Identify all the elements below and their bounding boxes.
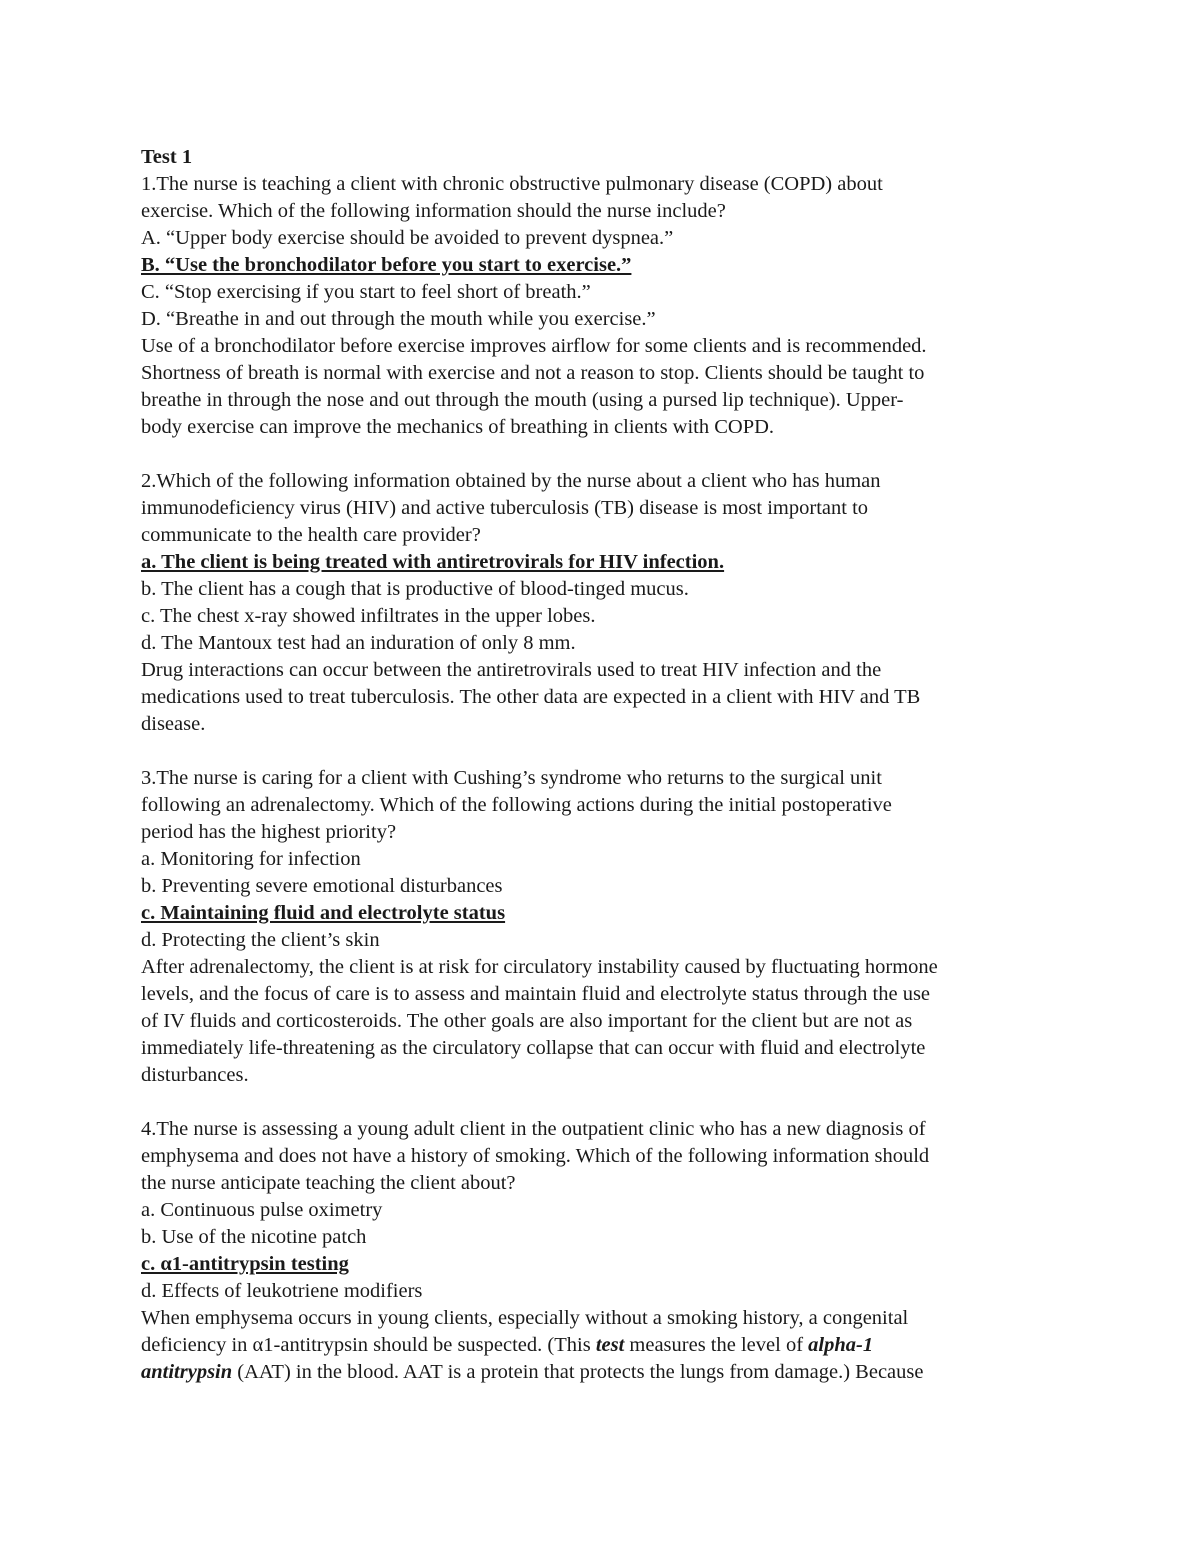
q3-stem-line: following an adrenalectomy. Which of the following actions during the initial postoperative [141,794,892,816]
q4-option-c-correct: c. α1-antitrypsin testing [141,1253,349,1275]
paragraph-gap [141,738,1071,765]
q1-stem-line: 1.The nurse is teaching a client with chronic obstructive pulmonary disease (COPD) about [141,173,883,195]
q1-stem-line: exercise. Which of the following information should the nurse include? [141,200,726,222]
q1-rationale-line: body exercise can improve the mechanics of breathing in clients with COPD. [141,416,775,438]
q3-stem-line: 3.The nurse is caring for a client with Cushing’s syndrome who returns to the surgical unit [141,767,882,789]
q3-rationale-line: levels, and the focus of care is to assess and maintain fluid and electrolyte status through the use [141,983,931,1005]
emphasis-test: test [595,1334,625,1356]
q4-option-d: d. Effects of leukotriene modifiers [141,1280,423,1302]
q2-option-c: c. The chest x-ray showed infiltrates in the upper lobes. [141,605,596,627]
q1-rationale-line: Use of a bronchodilator before exercise improves airflow for some clients and is recommended. [141,335,927,357]
q3-stem-line: period has the highest priority? [141,821,397,843]
q4-stem-line: 4.The nurse is assessing a young adult client in the outpatient clinic who has a new diagnosis of [141,1118,926,1140]
q2-rationale-line: Drug interactions can occur between the antiretrovirals used to treat HIV infection and the [141,659,882,681]
q3-rationale-line: of IV fluids and corticosteroids. The other goals are also important for the client but are not as [141,1010,913,1032]
q4-option-b: b. Use of the nicotine patch [141,1226,367,1248]
q3-option-d: d. Protecting the client’s skin [141,929,380,951]
q4-rationale-line [141,1359,1071,1386]
paragraph-gap [141,1089,1071,1116]
q1-option-d: D. “Breathe in and out through the mouth while you exercise.” [141,308,656,330]
rationale-text: (AAT) in the blood. AAT is a protein that protects the lungs from damage.) Because [232,1361,924,1383]
q1-rationale-line: Shortness of breath is normal with exercise and not a reason to stop. Clients should be taught to [141,362,925,384]
emphasis-antitrypsin: antitrypsin [141,1361,233,1383]
paragraph-gap [141,441,1071,468]
document-page [141,144,1071,1386]
rationale-text: measures the level of [624,1334,809,1356]
q1-option-c: C. “Stop exercising if you start to feel short of breath.” [141,281,591,303]
q2-option-d: d. The Mantoux test had an induration of only 8 mm. [141,632,576,654]
q1-rationale-line: breathe in through the nose and out through the mouth (using a pursed lip technique). Upper- [141,389,904,411]
q2-stem-line: immunodeficiency virus (HIV) and active tuberculosis (TB) disease is most important to [141,497,869,519]
q2-stem-line: communicate to the health care provider? [141,524,481,546]
q1-option-b-correct: B. “Use the bronchodilator before you start to exercise.” [141,254,632,276]
q2-rationale-line: medications used to treat tuberculosis. The other data are expected in a client with HIV and TB [141,686,921,708]
q4-stem-line: emphysema and does not have a history of smoking. Which of the following information should [141,1145,930,1167]
q2-rationale-line: disease. [141,713,206,735]
q3-option-b: b. Preventing severe emotional disturbances [141,875,503,897]
q1-option-a: A. “Upper body exercise should be avoided to prevent dyspnea.” [141,227,674,249]
emphasis-alpha-1: alpha-1 [808,1334,874,1356]
q4-option-a: a. Continuous pulse oximetry [141,1199,383,1221]
rationale-text: deficiency in α1-antitrypsin should be suspected. (This [141,1334,596,1356]
q3-option-c-correct: c. Maintaining fluid and electrolyte status [141,902,506,924]
q2-option-b: b. The client has a cough that is productive of blood-tinged mucus. [141,578,689,600]
q4-rationale-line [141,1332,1071,1359]
q4-stem-line: the nurse anticipate teaching the client about? [141,1172,516,1194]
q3-rationale-line: disturbances. [141,1064,249,1086]
q2-stem-line: 2.Which of the following information obtained by the nurse about a client who has human [141,470,881,492]
q2-option-a-correct: a. The client is being treated with antiretrovirals for HIV infection. [141,551,725,573]
q3-rationale-line: After adrenalectomy, the client is at risk for circulatory instability caused by fluctuating hormone [141,956,938,978]
q3-rationale-line: immediately life-threatening as the circulatory collapse that can occur with fluid and electrolyte [141,1037,926,1059]
q3-option-a: a. Monitoring for infection [141,848,361,870]
document-title: Test 1 [141,146,193,168]
q4-rationale-line: When emphysema occurs in young clients, especially without a smoking history, a congenital [141,1307,909,1329]
